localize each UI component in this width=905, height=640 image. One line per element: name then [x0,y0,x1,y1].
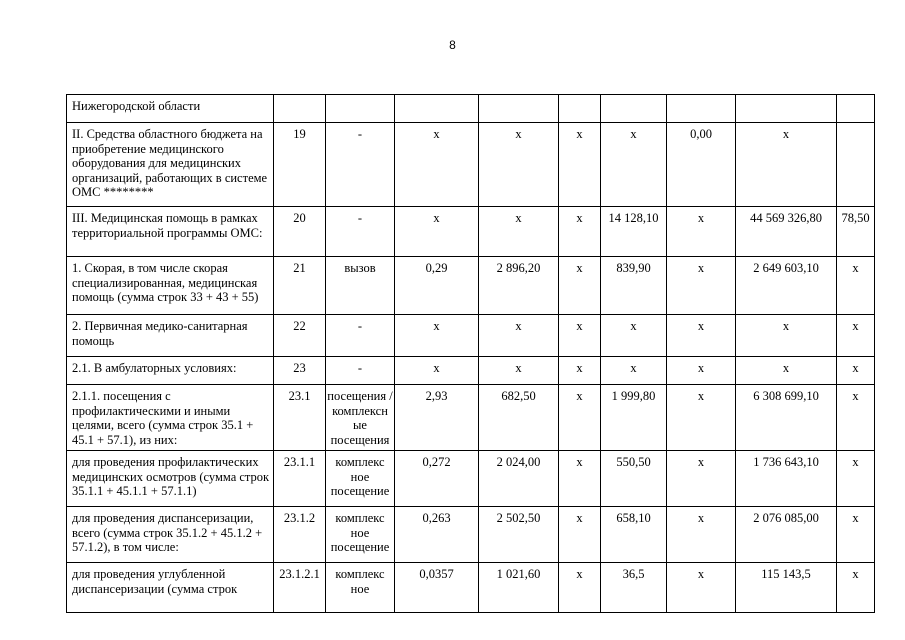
table-cell: 44 569 326,80 [736,207,837,257]
table-cell: х [837,385,875,451]
table-cell: III. Медицинская помощь в рамках территориальной программы ОМС: [67,207,274,257]
table-row [67,123,875,207]
table-cell: 2,93 [395,385,479,451]
table-cell: для проведения углубленной диспансеризации (сумма строк [67,563,274,613]
table-cell: х [479,207,559,257]
table-cell: 2 649 603,10 [736,257,837,315]
table-cell: х [837,563,875,613]
table-cell [395,95,479,123]
table-cell: х [559,385,601,451]
table-cell: 23.1.2.1 [274,563,326,613]
table-row [67,507,875,563]
table-cell: х [837,507,875,563]
table-cell: х [601,123,667,207]
table-cell: 658,10 [601,507,667,563]
table-cell: комплекс ное посещение [326,451,395,507]
table-cell: 21 [274,257,326,315]
table-cell: 839,90 [601,257,667,315]
table-cell: Нижегородской области [67,95,274,123]
table-cell: 2 896,20 [479,257,559,315]
table-cell: х [667,385,736,451]
table-cell: 6 308 699,10 [736,385,837,451]
table-cell: 23.1.1 [274,451,326,507]
table-cell [736,95,837,123]
table-cell: посещения /комплексн ые посещения [326,385,395,451]
table-cell: 0,29 [395,257,479,315]
table-cell: х [601,315,667,357]
table-cell: 23 [274,357,326,385]
table-cell: х [559,257,601,315]
page-number: 8 [449,38,456,52]
table-cell: 22 [274,315,326,357]
table-cell: 1 999,80 [601,385,667,451]
table-cell: х [479,315,559,357]
table-cell [559,95,601,123]
table-cell [667,95,736,123]
table-cell: 2 024,00 [479,451,559,507]
table-cell: х [559,207,601,257]
table-cell: 2 502,50 [479,507,559,563]
table-cell: 19 [274,123,326,207]
table-cell: 2. Первичная медико-санитарная помощь [67,315,274,357]
table-cell [479,95,559,123]
table-cell: - [326,357,395,385]
table-cell: 20 [274,207,326,257]
table-cell: х [559,563,601,613]
table-cell: х [559,315,601,357]
table-row [67,563,875,613]
table-cell: х [559,507,601,563]
table-cell: х [395,207,479,257]
table-cell: х [395,357,479,385]
table-cell: 78,50 [837,207,875,257]
table-cell: 682,50 [479,385,559,451]
table-cell: х [601,357,667,385]
table-cell: 0,00 [667,123,736,207]
table-cell: х [395,123,479,207]
table-cell: 1 736 643,10 [736,451,837,507]
table-cell: х [395,315,479,357]
table-cell: комплекс ное посещение [326,507,395,563]
table-cell: х [479,123,559,207]
table-cell: х [559,123,601,207]
table-cell: х [667,315,736,357]
table-cell [601,95,667,123]
table-cell: х [837,315,875,357]
table-cell [326,95,395,123]
table-cell: х [479,357,559,385]
table-cell: 1 021,60 [479,563,559,613]
data-table [66,94,875,613]
table-cell: х [837,357,875,385]
table-cell: - [326,207,395,257]
table-row [67,385,875,451]
table-cell: х [837,257,875,315]
table-cell [837,95,875,123]
table-cell: 0,272 [395,451,479,507]
table-cell: х [559,357,601,385]
table-cell: 0,0357 [395,563,479,613]
table-cell: х [736,315,837,357]
table-cell: 23.1.2 [274,507,326,563]
table-cell: х [736,123,837,207]
table-cell [837,123,875,207]
table-cell: 2.1.1. посещения с профилактическими и иными целями, всего (сумма строк 35.1 + 45.1 + 57.1), из них: [67,385,274,451]
table-cell: II. Средства областного бюджета на приобретение медицинского оборудования для медицинских организаций, работающих в системе ОМС ******** [67,123,274,207]
table-cell: х [667,257,736,315]
table-cell: 550,50 [601,451,667,507]
table-cell [274,95,326,123]
table-cell: вызов [326,257,395,315]
table-cell: 115 143,5 [736,563,837,613]
table-row [67,357,875,385]
table-cell: комплекс ное [326,563,395,613]
table-cell: х [667,563,736,613]
table-row [67,451,875,507]
table-cell: 0,263 [395,507,479,563]
table-cell: 2.1. В амбулаторных условиях: [67,357,274,385]
table-row [67,315,875,357]
table-cell: х [837,451,875,507]
table-cell: х [667,507,736,563]
table-cell: для проведения диспансеризации, всего (сумма строк 35.1.2 + 45.1.2 + 57.1.2), в том числе: [67,507,274,563]
table-cell: для проведения профилактических медицинских осмотров (сумма строк 35.1.1 + 45.1.1 + 57.1.1) [67,451,274,507]
table-cell: - [326,123,395,207]
table-cell: х [736,357,837,385]
table-cell: 14 128,10 [601,207,667,257]
table-row [67,207,875,257]
table-row [67,95,875,123]
table-row [67,257,875,315]
table-cell: 23.1 [274,385,326,451]
table-cell: х [667,207,736,257]
table-cell: х [667,357,736,385]
table-cell: 36,5 [601,563,667,613]
table-cell: 1. Скорая, в том числе скорая специализированная, медицинская помощь (сумма строк 33 + 43 + 55) [67,257,274,315]
table-cell: 2 076 085,00 [736,507,837,563]
table-cell: - [326,315,395,357]
table-cell: х [667,451,736,507]
table-cell: х [559,451,601,507]
